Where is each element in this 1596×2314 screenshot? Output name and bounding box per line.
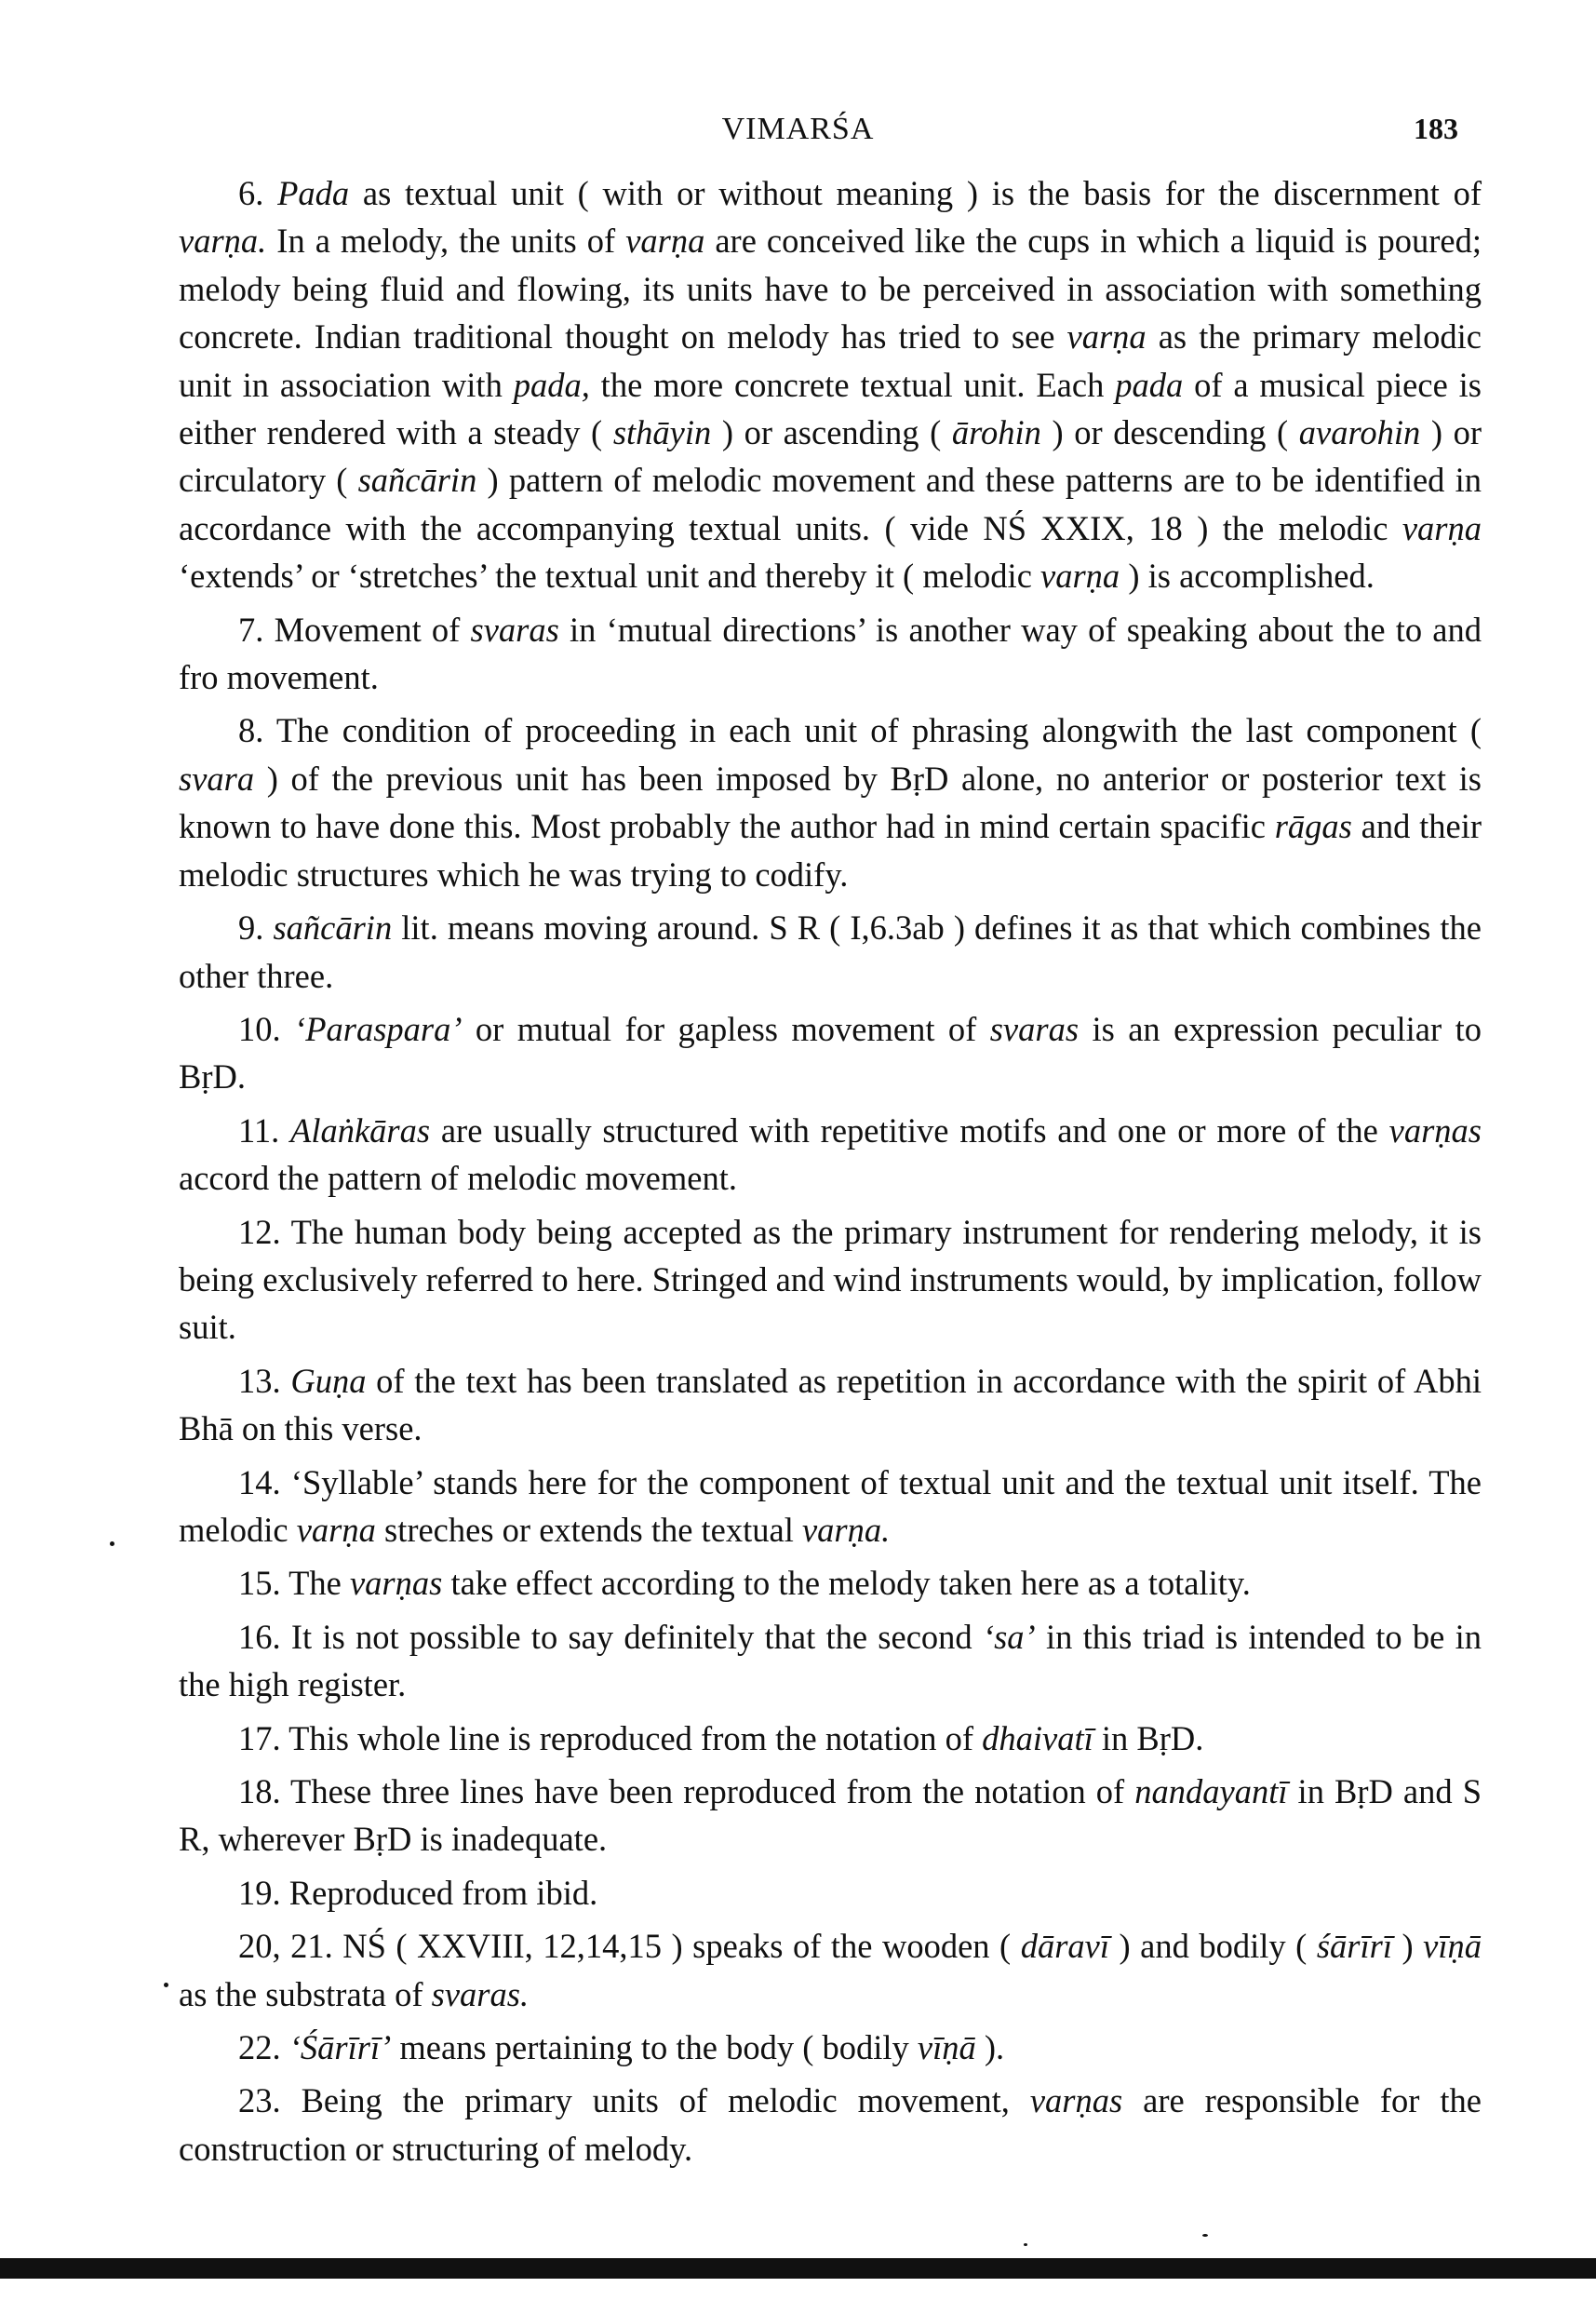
note-text: ) or ascending ( <box>711 413 952 452</box>
note-text: means pertaining to the body ( bodily <box>391 2028 918 2067</box>
note-text: in ‘mutual directions’ is another way of speaking about the to and fro movement. <box>179 610 1482 697</box>
note-text: as the substrata of <box>179 1974 432 2013</box>
italic-term: varṇa <box>1040 557 1120 596</box>
italic-term: avarohin <box>1298 413 1421 452</box>
note-text: is an expression peculiar to BṛD. <box>179 1009 1482 1096</box>
note-text: lit. means moving around. S R ( I,6.3ab ) defines it as that which combines the other three. <box>179 908 1482 995</box>
note-text: 19. Reproduced from ibid. <box>238 1873 598 1912</box>
note-text: 10. <box>238 1009 295 1048</box>
note-text: 17. This whole line is reproduced from the notation of <box>238 1718 983 1757</box>
note-text: 6. <box>238 174 278 212</box>
note-text: ‘extends’ or ‘stretches’ the textual unit and thereby it ( melodic <box>179 557 1041 596</box>
endnote-paragraph <box>179 706 1482 898</box>
note-text: 15. The <box>238 1564 350 1603</box>
note-text: In a melody, the units of <box>266 222 626 261</box>
endnote-paragraph <box>179 1107 1482 1203</box>
note-text: ) <box>1392 1927 1424 1966</box>
note-text: 8. The condition of proceeding in each unit of phrasing alongwith the last component ( <box>238 711 1482 750</box>
note-text: are usually structured with repetitive motifs and one or more of the <box>430 1110 1389 1150</box>
note-text: take effect according to the melody taken here as a totality. <box>442 1564 1251 1603</box>
note-text: ) or circulatory ( <box>179 413 1482 500</box>
note-text: ) or descending ( <box>1040 413 1299 452</box>
note-text: as the primary melodic unit in association with <box>179 317 1482 404</box>
note-text: 13. <box>238 1361 291 1400</box>
italic-term: varṇas <box>349 1564 443 1603</box>
italic-term: varṇa <box>1066 317 1147 357</box>
note-text: ) of the previous unit has been imposed by BṛD alone, no anterior or posterior text is known to have done this. Most probably the author had in mind certain spacific <box>179 759 1482 846</box>
italic-term: Guṇa <box>290 1361 367 1400</box>
italic-term: varṇa <box>1402 508 1482 547</box>
endnote-paragraph <box>179 1559 1482 1607</box>
italic-term: sañcārin <box>273 908 393 948</box>
endnote-paragraph <box>179 2077 1482 2173</box>
note-text: accord the pattern of melodic movement. <box>179 1159 737 1198</box>
note-text: 12. The human body being accepted as the primary instrument for rendering melody, it is being exclusively referred to here. Stringed and wind instruments would, by implication, follow suit. <box>179 1212 1482 1347</box>
note-text: the more concrete textual unit. Each <box>589 365 1116 404</box>
note-text: 14. ‘Syllable’ stands here for the component of textual unit and the textual unit itself. The melodic <box>179 1462 1482 1549</box>
italic-term: rāgas <box>1274 807 1352 846</box>
note-text: of a musical piece is either rendered with a steady ( <box>179 365 1482 452</box>
italic-term: sthāyin <box>612 413 712 452</box>
note-text: 9. <box>238 908 274 948</box>
italic-term: ‘Śārīrī’ <box>288 2028 392 2067</box>
italic-term: śārīrī <box>1316 1927 1392 1966</box>
note-text: 20, 21. NŚ ( XXVIII, 12,14,15 ) speaks of the wooden ( <box>238 1927 1021 1966</box>
italic-term: varṇa. <box>179 222 267 261</box>
note-text: ) pattern of melodic movement and these patterns are to be identified in accordance with the accompanying textual units. ( vide NŚ XXIX, 18 ) the melodic <box>179 461 1482 547</box>
italic-term: svaras <box>989 1009 1080 1048</box>
page-number: 183 <box>1414 112 1458 145</box>
endnote-paragraph <box>179 1357 1482 1453</box>
endnote-paragraph <box>179 1208 1482 1352</box>
italic-term: nandayantī <box>1134 1772 1288 1810</box>
endnote-paragraph <box>179 606 1482 702</box>
margin-dot-mark <box>110 1541 114 1546</box>
italic-term: vīṇā <box>1423 1927 1482 1966</box>
note-text: or mutual for gapless movement of <box>462 1009 990 1048</box>
note-text: 16. It is not possible to say definitely that the second <box>238 1617 983 1656</box>
endnote-paragraph <box>179 1768 1482 1863</box>
endnotes-body <box>179 169 1482 2178</box>
margin-dot-mark <box>164 1983 168 1987</box>
italic-term: pada, <box>513 365 590 404</box>
running-head: VIMARŚA <box>721 112 875 146</box>
endnote-paragraph <box>179 904 1482 1000</box>
endnote-paragraph <box>179 169 1482 600</box>
endnote-paragraph <box>179 1715 1482 1762</box>
endnote-paragraph <box>179 1613 1482 1709</box>
page-header <box>0 112 1596 158</box>
note-text: 7. Movement of <box>238 610 471 649</box>
italic-term: ‘Paraspara’ <box>294 1009 463 1048</box>
bottom-scan-edge <box>0 2258 1596 2279</box>
bottom-speck-mark <box>1202 2234 1208 2237</box>
note-text: 11. <box>238 1110 291 1150</box>
italic-term: svaras. <box>431 1974 530 2013</box>
note-text: ) is accomplished. <box>1120 557 1375 596</box>
italic-term: vīṇā <box>917 2028 976 2067</box>
italic-term: dhaivatī <box>982 1718 1093 1757</box>
note-text: streches or extends the textual <box>375 1510 802 1549</box>
bottom-speck-mark <box>1024 2243 1027 2246</box>
endnote-paragraph <box>179 2024 1482 2071</box>
italic-term: dāravī <box>1020 1927 1110 1966</box>
italic-term: varṇa <box>625 222 705 261</box>
endnote-paragraph <box>179 1869 1482 1917</box>
note-text: 18. These three lines have been reproduced from the notation of <box>238 1772 1135 1810</box>
endnote-paragraph <box>179 1005 1482 1101</box>
italic-term: ‘sa’ <box>982 1617 1036 1656</box>
note-text: ) and bodily ( <box>1109 1927 1317 1966</box>
note-text: ). <box>975 2028 1005 2067</box>
note-text: as textual unit ( with or without meaning ) is the basis for the discernment of <box>349 174 1482 212</box>
italic-term: varṇa <box>296 1510 376 1549</box>
italic-term: svara <box>179 759 255 798</box>
note-text: are conceived like the cups in which a liquid is poured; melody being fluid and flowing, its units have to be perceived in association with something concrete. Indian traditional thought on melody has tried to see <box>179 222 1482 357</box>
note-text: 23. Being the primary units of melodic movement, <box>238 2081 1030 2120</box>
note-text: in BṛD and S R, wherever BṛD is inadequate. <box>179 1772 1482 1859</box>
note-text: in BṛD. <box>1093 1718 1204 1757</box>
italic-term: varṇas <box>1388 1110 1482 1150</box>
italic-term: varṇas <box>1029 2081 1123 2120</box>
note-text: and their melodic structures which he was trying to codify. <box>179 807 1482 894</box>
note-text: are responsible for the construction or structuring of melody. <box>179 2081 1482 2168</box>
italic-term: varṇa. <box>801 1510 891 1549</box>
italic-term: ārohin <box>951 413 1041 452</box>
endnote-paragraph <box>179 1459 1482 1554</box>
italic-term: Pada <box>277 174 350 212</box>
note-text: in this triad is intended to be in the high register. <box>179 1617 1482 1704</box>
note-text: of the text has been translated as repetition in accordance with the spirit of Abhi Bhā on this verse. <box>179 1361 1482 1448</box>
endnote-paragraph <box>179 1922 1482 2018</box>
note-text: 22. <box>238 2028 289 2067</box>
italic-term: pada <box>1115 365 1184 404</box>
italic-term: sañcārin <box>357 461 477 500</box>
italic-term: Alaṅkāras <box>290 1110 431 1150</box>
italic-term: svaras <box>470 610 559 649</box>
